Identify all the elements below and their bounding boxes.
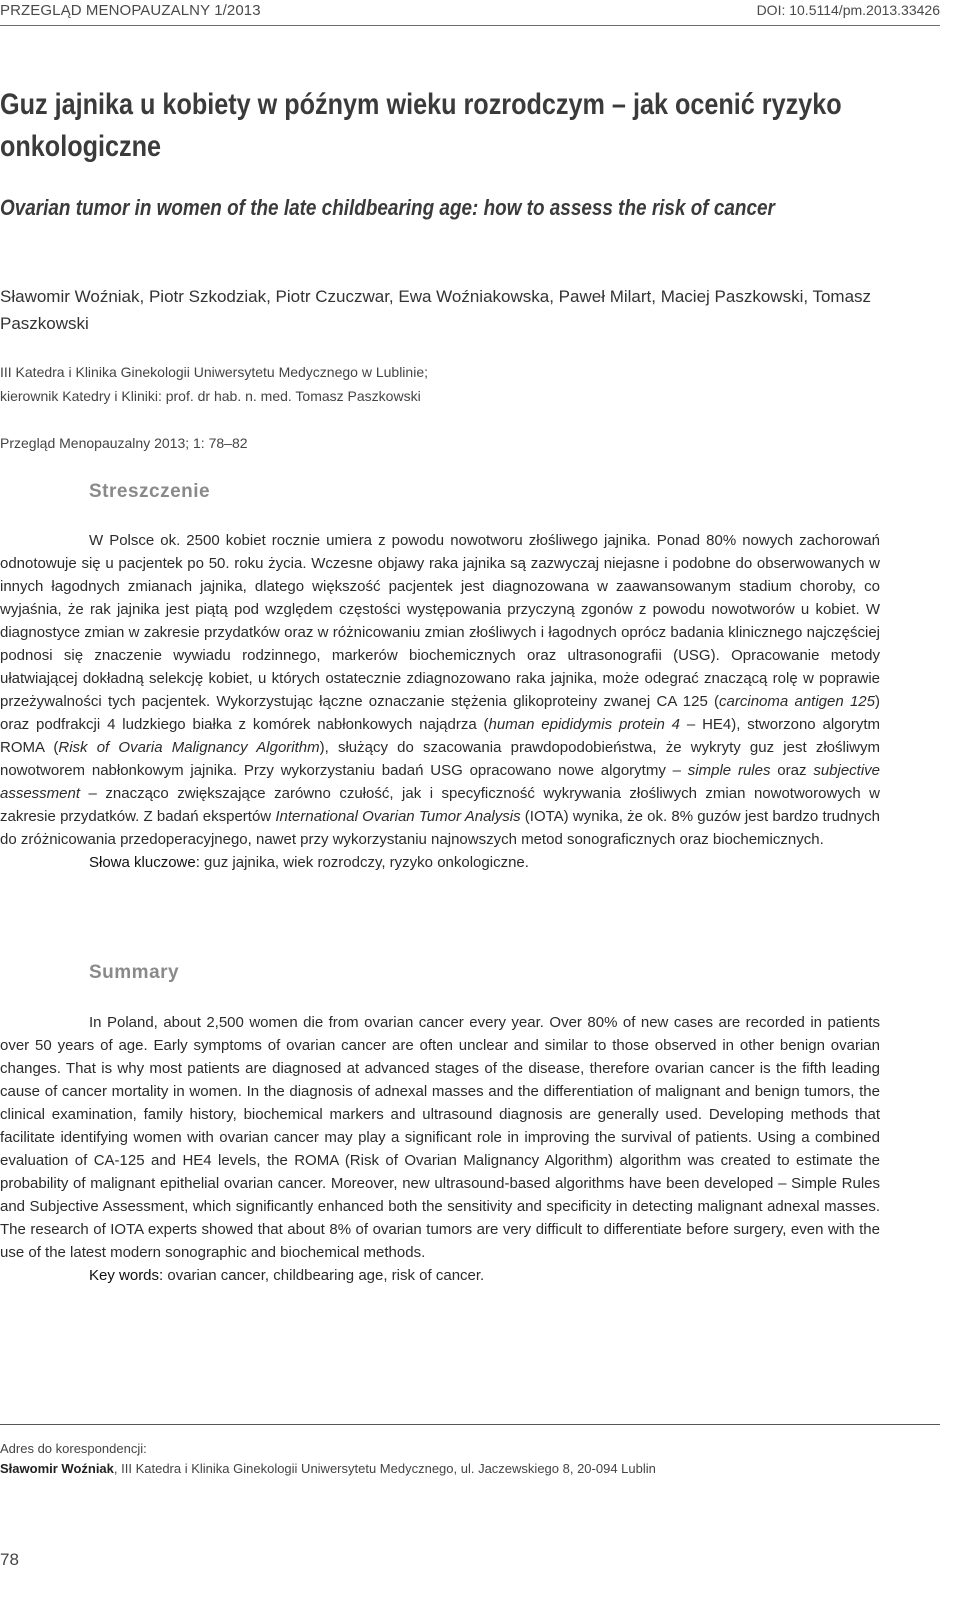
abstract-pl-italic-3: Risk of Ovaria Malignancy Algorithm xyxy=(58,739,320,756)
abstract-heading-english: Summary xyxy=(89,962,180,983)
article-title-polish: Guz jajnika u kobiety w późnym wieku rozrodczym – jak ocenić ryzyko onkologiczne xyxy=(0,88,842,163)
keywords-english-label: Key words: xyxy=(89,1267,164,1284)
correspondence-address-text: , III Katedra i Klinika Ginekologii Uniwersytetu Medycznego, ul. Jaczewskiego 8, 20-094 Lublin xyxy=(113,1461,656,1476)
journal-name: PRZEGLĄD MENOPAUZALNY 1/2013 xyxy=(0,2,261,19)
abstract-polish xyxy=(0,529,880,874)
authors-list: Sławomir Woźniak, Piotr Szkodziak, Piotr Czuczwar, Ewa Woźniakowska, Paweł Milart, Maciej Paszkowski, Tomasz Paszkowski xyxy=(0,287,872,333)
keywords-polish-values: guz jajnika, wiek rozrodczy, ryzyko onkologiczne. xyxy=(199,854,529,871)
abstract-pl-seg7: (IOTA) wynika, że ok. 8% guzów jest bardzo trudnych do zróżnicowania przedoperacyjnego, nawet przy wykorzystaniu najnowszych metod sonograficznych oraz biochemicznych. xyxy=(0,808,880,848)
article-title-english: Ovarian tumor in women of the late childbearing age: how to assess the risk of cancer xyxy=(0,195,775,220)
keywords-english-values: ovarian cancer, childbearing age, risk of cancer. xyxy=(163,1267,485,1284)
correspondence-name: Sławomir Woźniak xyxy=(0,1461,114,1476)
abstract-pl-italic-4: simple rules xyxy=(687,762,771,779)
doi-label: DOI: 10.5114/pm.2013.33426 xyxy=(756,2,940,18)
abstract-pl-seg3: – HE4), stworzono algorytm ROMA ( xyxy=(0,716,880,756)
abstract-english-text: In Poland, about 2,500 women die from ovarian cancer every year. Over 80% of new cases are recorded in patients over 50 years of age. Early symptoms of ovarian cancer are often unclear and similar to those observed in other benign ovarian changes. That is why most patients are diagnosed at advanced stages of the disease, therefore ovarian cancer is the fifth leading cause of cancer mortality in women. In the diagnosis of adnexal masses and the differentiation of malignant and benign tumors, the clinical examination, family history, biochemical markers and ultrasound diagnosis are generally used. Developing methods that facilitate identifying women with ovarian cancer may play a significant role in improving the survival of patients. Using a combined evaluation of CA-125 and HE4 levels, the ROMA (Risk of Ovarian Malignancy Algorithm) algorithm was created to estimate the probability of malignant epithelial ovarian cancer. Moreover, new ultrasound-based algorithms have been developed – Simple Rules and Subjective Assessment, which significantly enhanced both the sensitivity and specificity in detecting malignant adnexal masses. The research of IOTA experts showed that about 8% of ovarian tumors are very difficult to differentiate before surgery, even with the use of the latest modern sonographic and biochemical methods. xyxy=(0,1014,880,1261)
running-header xyxy=(0,0,940,26)
abstract-pl-italic-5: subjective assessment xyxy=(0,762,881,802)
abstract-pl-seg6: – znacząco zwiększające zarówno czułość, jak i specyficzność wykrywania złośliwych zmian nowotworowych w zakresie przydatków. Z badań ekspertów xyxy=(0,785,880,825)
abstract-pl-seg5: oraz xyxy=(770,762,814,779)
keywords-polish xyxy=(0,851,880,874)
abstract-english xyxy=(0,1011,880,1287)
keywords-english xyxy=(0,1264,880,1287)
keywords-polish-label: Słowa kluczowe: xyxy=(89,854,200,871)
citation: Przegląd Menopauzalny 2013; 1: 78–82 xyxy=(0,435,248,451)
abstract-pl-seg1: W Polsce ok. 2500 kobiet rocznie umiera z powodu nowotworu złośliwego jajnika. Ponad 80% nowych zachorowań odnotowuje się u pacjentek po 50. roku życia. Wczesne objawy raka jajnika są zazwyczaj niejasne i podobne do obserwowanych w innych łagodnych zmianach jajnika, dlatego większość pacjentek jest diagnozowana w zaawansowanym stadium choroby, co wyjaśnia, że rak jajnika jest piątą pod względem częstości występowania przyczyną zgonów z powodu nowotworów u kobiet. W diagnostyce zmian w zakresie przydatków oraz w różnicowaniu zmian złośliwych i łagodnych oprócz badania klinicznego najczęściej podnosi się znaczenie wywiadu rodzinnego, markerów biochemicznych oraz ultrasonografii (USG). Opracowanie metody ułatwiającej dokładną selekcję kobiet, u których ostatecznie zdiagnozowano raka jajnika, może odegrać znaczącą rolę w poprawie przeżywalności tych pacjentek. Wykorzystując łączne oznaczanie stężenia glikoproteiny zwanej CA 125 ( xyxy=(0,532,880,710)
abstract-pl-italic-2: human epididymis protein 4 xyxy=(488,716,681,733)
abstract-pl-italic-6: International Ovarian Tumor Analysis xyxy=(275,808,521,825)
correspondence-label: Adres do korespondencji: xyxy=(0,1441,147,1456)
correspondence-block xyxy=(0,1424,940,1479)
abstract-pl-seg2: ) oraz podfrakcji 4 ludzkiego białka z komórek nabłonkowych najądrza ( xyxy=(0,693,880,733)
affiliation xyxy=(0,360,940,408)
abstract-polish-text xyxy=(0,529,880,851)
affiliation-line-1: III Katedra i Klinika Ginekologii Uniwersytetu Medycznego w Lublinie; xyxy=(0,364,428,380)
correspondence-address xyxy=(0,1459,940,1479)
abstract-pl-italic-1: carcinoma antigen 125 xyxy=(719,693,875,710)
page-number: 78 xyxy=(0,1550,19,1569)
affiliation-line-2: kierownik Katedry i Kliniki: prof. dr hab. n. med. Tomasz Paszkowski xyxy=(0,388,421,404)
abstract-heading-polish: Streszczenie xyxy=(89,481,211,502)
abstract-pl-seg4: ), służący do szacowania prawdopodobieństwa, że wykryty guz jest złośliwym nowotworem nabłonkowym jajnika. Przy wykorzystaniu badań USG opracowano nowe algorytmy – xyxy=(0,739,880,779)
